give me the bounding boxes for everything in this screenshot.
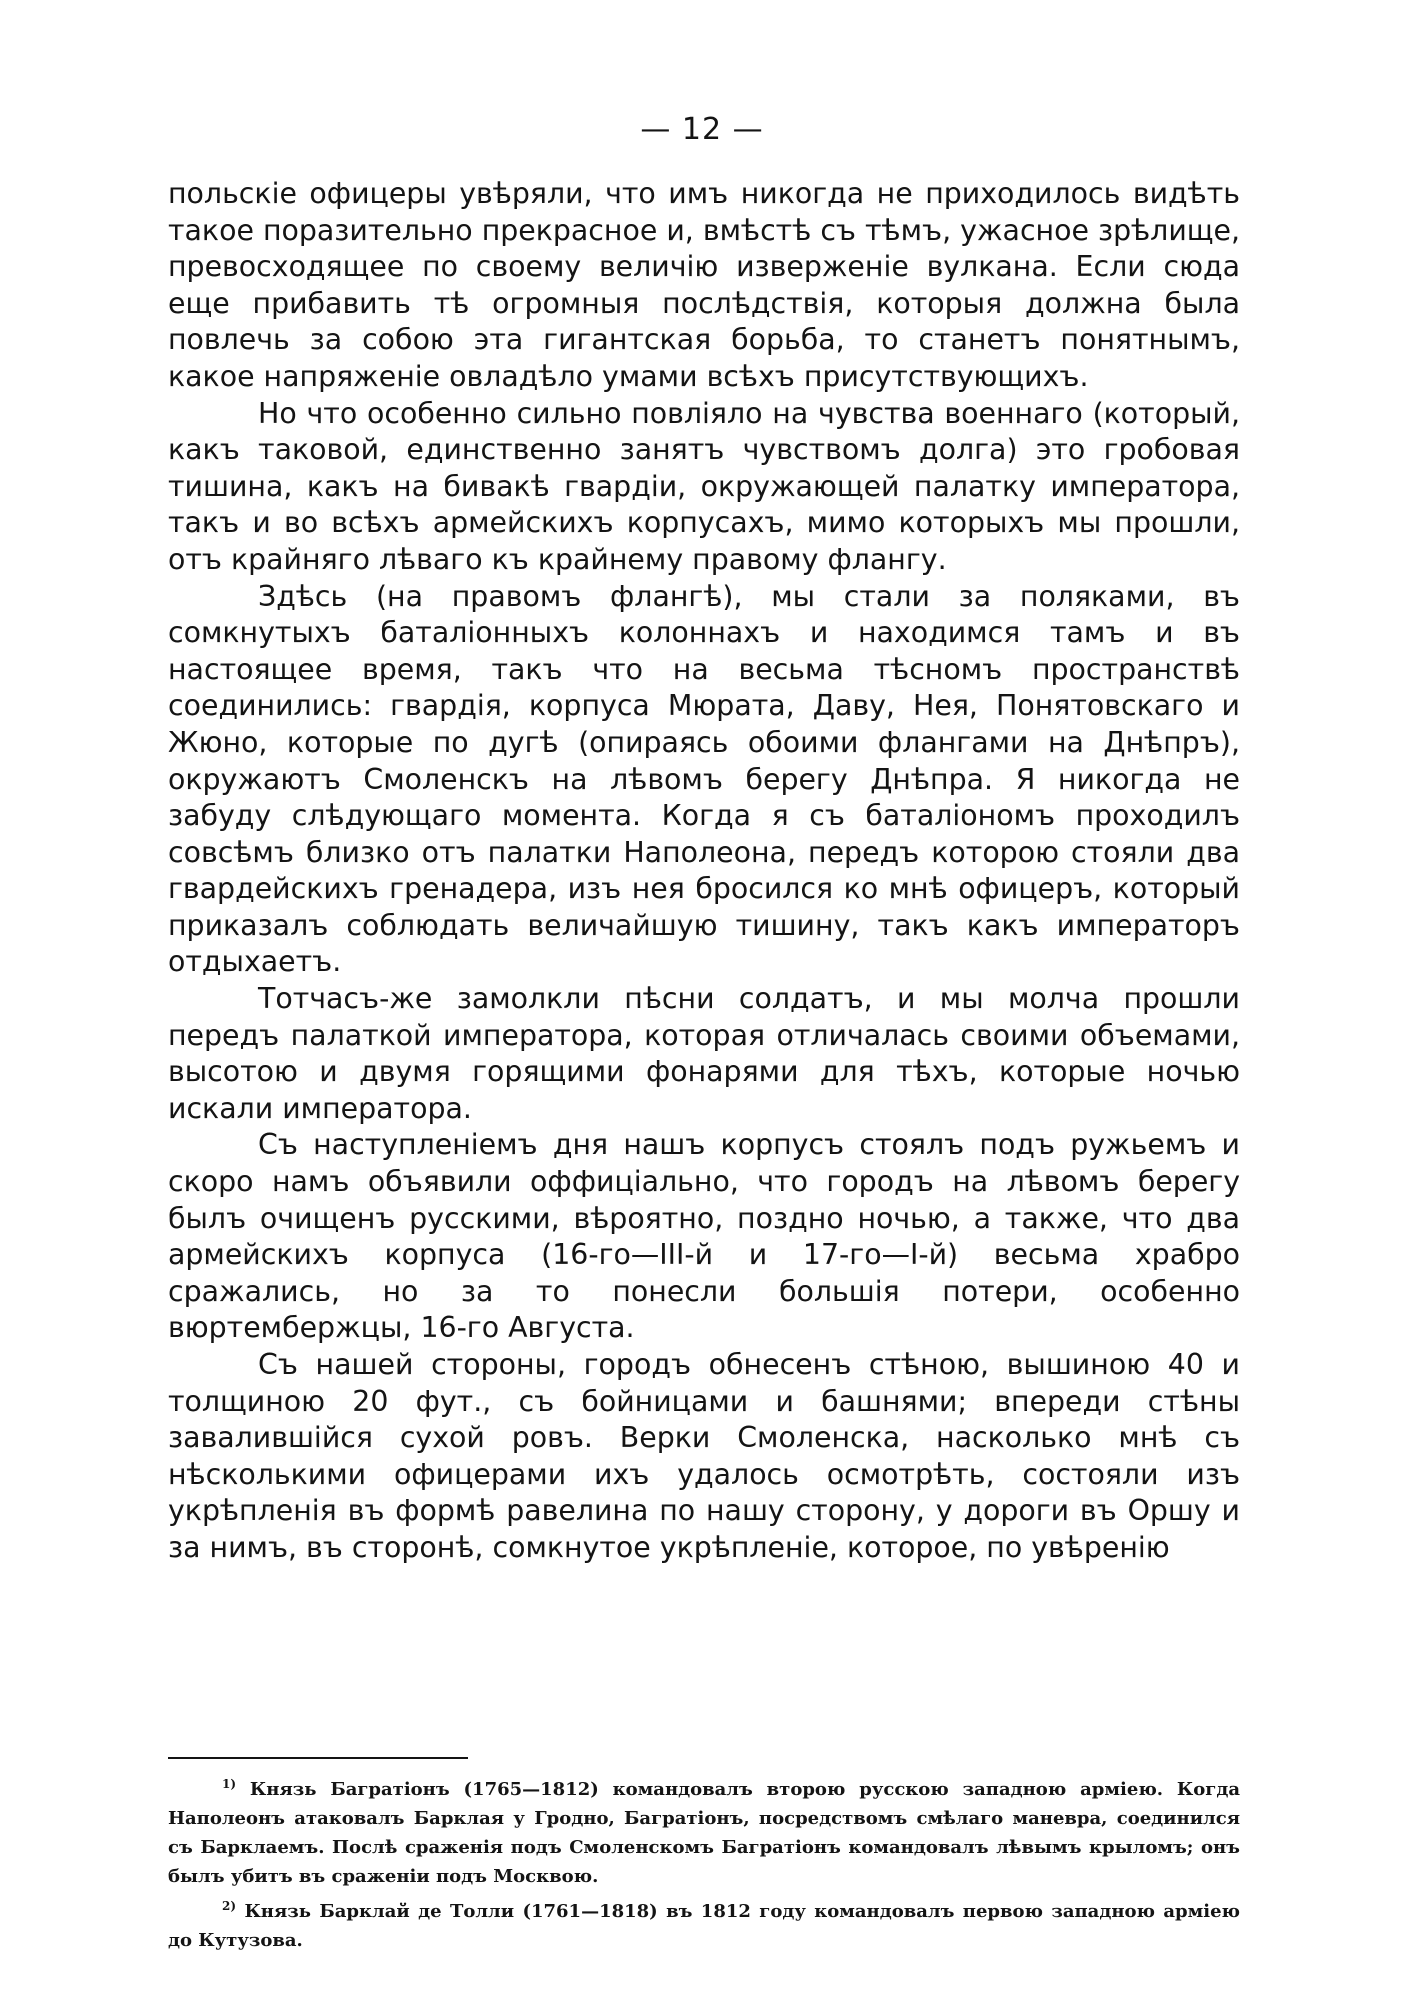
footnote-text: Князь Барклай де Толли (1761—1818) въ 1812 году командовалъ первою западною арміею до Кутузова. (168, 1901, 1240, 1951)
paragraph: Здѣсь (на правомъ флангѣ), мы стали за поляками, въ сомкнутыхъ баталіонныхъ колоннахъ и находимся тамъ и въ настоящее время, такъ что на весьма тѣсномъ пространствѣ соединились: гвардія, корпуса Мюрата, Даву, Нея, Понятовскаго и Жюно, которые по дугѣ (опираясь обоими флангами на Днѣпръ), окружаютъ Смоленскъ на лѣвомъ берегу Днѣпра. Я никогда не забуду слѣдующаго момента. Когда я съ баталіономъ проходилъ совсѣмъ близко отъ палатки Наполеона, передъ которою стояли два гвардейскихъ гренадера, изъ нея бросился ко мнѣ офицеръ, который приказалъ соблюдать величайшую тишину, такъ какъ императоръ отдыхаетъ. (168, 579, 1240, 979)
paragraph: Тотчасъ-же замолкли пѣсни солдатъ, и мы молча прошли передъ палаткой императора, которая отличалась своими объемами, высотою и двумя горящими фонарями для тѣхъ, которые ночью искали императора. (168, 982, 1240, 1125)
paragraph: польскіе офицеры увѣряли, что имъ никогда не приходилось видѣть такое поразительно прекрасное и, вмѣстѣ съ тѣмъ, ужасное зрѣлище, превосходящее по своему величію изверженіе вулкана. Если сюда еще прибавить тѣ огромныя послѣдствія, которыя должна была повлечь за собою эта гигантская борьба, то станетъ понятнымъ, какое напряженіе овладѣло умами всѣхъ присутствующихъ. (168, 177, 1240, 393)
footnote (168, 1897, 1240, 1955)
paragraph: Но что особенно сильно повліяло на чувства военнаго (который, какъ таковой, единственно занятъ чувствомъ долга) это гробовая тишина, какъ на бивакѣ гвардіи, окружающей палатку императора, такъ и во всѣхъ армейскихъ корпусахъ, мимо которыхъ мы прошли, отъ крайняго лѣваго къ крайнему правому флангу. (168, 396, 1240, 576)
page-number: — 12 — (640, 112, 764, 147)
footnote (168, 1775, 1240, 1891)
footnote-mark: 2) (222, 1899, 237, 1913)
footnotes (168, 1775, 1240, 1961)
paragraph: Съ нашей стороны, городъ обнесенъ стѣною, вышиною 40 и толщиною 20 фут., съ бойницами и башнями; впереди стѣны завалившійся сухой ровъ. Верки Смоленска, насколько мнѣ съ нѣсколькими офицерами ихъ удалось осмотрѣть, состояли изъ укрѣпленія въ формѣ равелина по нашу сторону, у дороги въ Оршу и за нимъ, въ сторонѣ, сомкнутое укрѣпленіе, которое, по увѣренію (168, 1348, 1240, 1564)
footnote-text: Князь Багратіонъ (1765—1812) командовалъ второю русскою западною арміею. Когда Наполеонъ атаковалъ Барклая у Гродно, Багратіонъ, посредствомъ смѣлаго маневра, соединился съ Барклаемъ. Послѣ сраженія подъ Смоленскомъ Багратіонъ командовалъ лѣвымъ крыломъ; онъ былъ убитъ въ сраженіи подъ Москвою. (168, 1779, 1240, 1887)
main-text (168, 176, 1240, 1567)
footnote-mark: 1) (222, 1777, 237, 1791)
paragraph: Съ наступленіемъ дня нашъ корпусъ стоялъ подъ ружьемъ и скоро намъ объявили оффиціально, что городъ на лѣвомъ берегу былъ очищенъ русскими, вѣроятно, поздно ночью, а также, что два армейскихъ корпуса (16-го—III-й и 17-го—I-й) весьма храбро сражались, но за то понесли большія потери, особенно вюртембержцы, 16-го Августа. (168, 1128, 1240, 1345)
footnote-divider (168, 1757, 468, 1759)
